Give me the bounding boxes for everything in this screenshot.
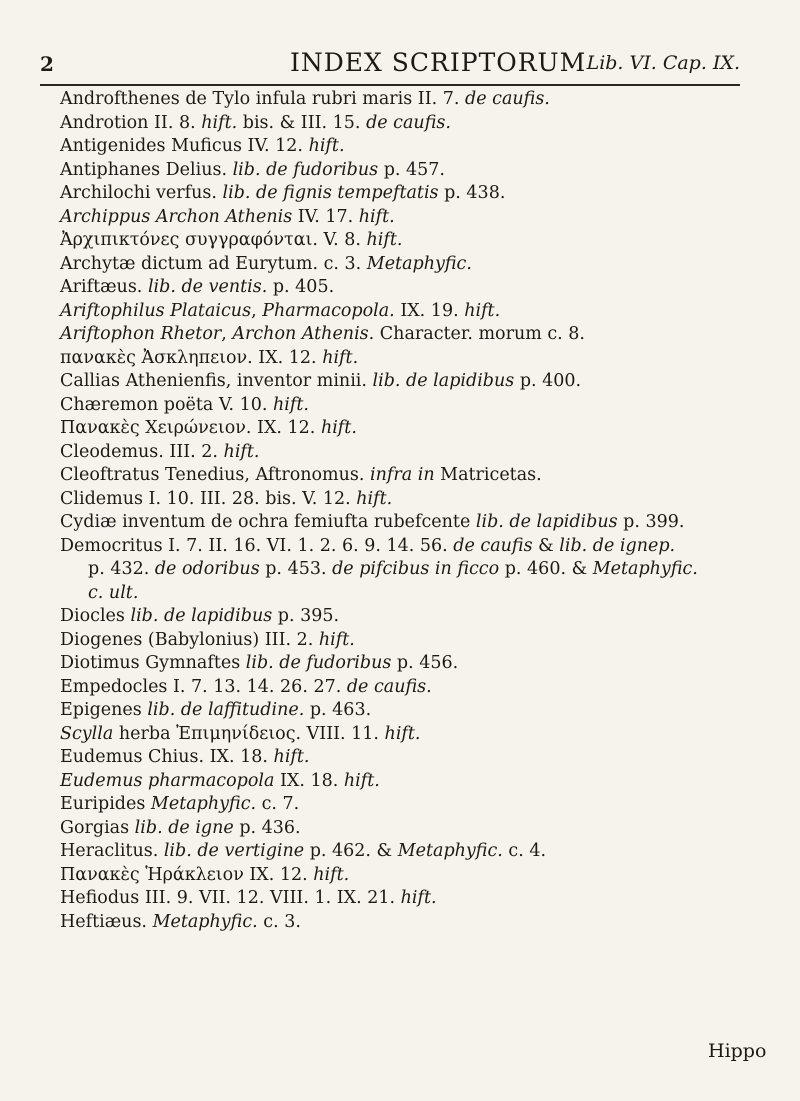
index-entry xyxy=(60,441,750,465)
entry-italic-text: hift. xyxy=(273,747,310,767)
entry-text: , xyxy=(251,300,263,321)
index-entry xyxy=(60,323,750,347)
entry-text: Empedocles I. 7. 13. 14. 26. 27. xyxy=(60,676,347,697)
entry-italic-text: lib. de ventis. xyxy=(147,277,268,297)
entry-text: p. 395. xyxy=(272,606,340,626)
running-header xyxy=(40,48,740,82)
index-entry xyxy=(60,582,750,606)
entry-text: πανακὲς Ἀσκληπειον. IX. 12. xyxy=(60,347,323,368)
catchword: Hippo xyxy=(708,1040,767,1062)
entry-text: Gorgias xyxy=(60,817,135,838)
entry-text: Clidemus I. 10. III. 28. bis. V. 12. xyxy=(60,488,357,509)
page-title: INDEX SCRIPTORUM xyxy=(290,48,587,77)
index-entry xyxy=(60,770,750,794)
entry-italic-text: Metaphyfic. xyxy=(366,253,472,274)
entry-italic-text: de caufis. xyxy=(465,89,550,109)
entry-text: c. 7. xyxy=(256,794,300,814)
entry-text: herba Ἐπιμηνίδειος. VIII. 11. xyxy=(113,723,385,744)
entry-italic-text: hift. xyxy=(313,864,350,885)
entry-italic-text: de caufis xyxy=(453,535,533,556)
index-entry xyxy=(60,347,750,371)
entry-text: Cleoftratus Tenedius, Aftronomus. xyxy=(60,465,371,485)
entry-text: Androfthenes de Tylo infula rubri maris II. 7. xyxy=(60,89,466,109)
index-entry xyxy=(60,182,750,206)
entry-italic-text: Ariftophilus Plataicus xyxy=(60,300,252,321)
index-entry xyxy=(60,206,750,230)
index-entry xyxy=(60,558,750,582)
entry-text: IX. 19. xyxy=(394,300,465,321)
entry-text: p. 462. & xyxy=(304,841,398,861)
index-entries xyxy=(60,88,750,934)
entry-text: c. 4. xyxy=(502,841,547,861)
index-entry xyxy=(60,887,750,911)
entry-italic-text: Archon Athenis. xyxy=(232,324,375,344)
chapter-reference: Lib. VI. Cap. IX. xyxy=(586,52,740,74)
index-entry xyxy=(60,159,750,183)
index-entry xyxy=(60,88,750,112)
entry-text: Eudemus Chius. IX. 18. xyxy=(60,747,274,767)
index-entry xyxy=(60,394,750,418)
entry-text: Πανακὲς Χειρώνειον. IX. 12. xyxy=(60,418,321,438)
entry-italic-text: Scylla xyxy=(60,723,114,744)
entry-text: Πανακὲς Ἡράκλειον IX. 12. xyxy=(60,864,314,885)
entry-text: p. 432. xyxy=(88,559,155,579)
index-entry xyxy=(60,911,750,935)
entry-italic-text: hift. xyxy=(464,300,501,321)
entry-text: Diotimus Gymnaftes xyxy=(60,653,246,673)
entry-text: bis. & III. 15. xyxy=(237,112,367,133)
entry-text: p. 436. xyxy=(233,817,301,838)
entry-italic-text: Metaphyfic. xyxy=(397,841,503,861)
entry-text: Heraclitus. xyxy=(60,841,164,861)
index-entry xyxy=(60,300,750,324)
entry-italic-text: hift. xyxy=(318,629,355,650)
entry-text: Hefiodus III. 9. VII. 12. VIII. 1. IX. 21. xyxy=(60,888,401,908)
index-entry xyxy=(60,229,750,253)
index-entry xyxy=(60,699,750,723)
entry-text: Archilochi verfus. xyxy=(60,183,223,203)
entry-italic-text: infra in xyxy=(370,465,435,485)
entry-text: Diogenes (Babylonius) III. 2. xyxy=(60,629,319,650)
entry-text: IV. 17. xyxy=(292,206,359,227)
entry-italic-text: lib. de fudoribus xyxy=(245,653,392,673)
index-entry xyxy=(60,605,750,629)
entry-italic-text: de caufis. xyxy=(346,676,432,697)
entry-italic-text: Eudemus pharmacopola xyxy=(60,770,275,791)
entry-text: c. 3. xyxy=(257,911,301,932)
entry-text: , xyxy=(221,324,233,344)
entry-italic-text: Metaphyfic. xyxy=(152,911,258,932)
entry-text: Callias Athenienfis, inventor minii. xyxy=(60,371,373,391)
entry-italic-text: lib. de lapidibus xyxy=(372,371,515,391)
entry-text: Ἀρχιπικτόνες συγγραφόνται. V. 8. xyxy=(60,230,367,250)
entry-text: & xyxy=(532,535,560,556)
entry-text: p. 463. xyxy=(304,700,372,720)
index-entry xyxy=(60,417,750,441)
index-entry xyxy=(60,370,750,394)
index-entry xyxy=(60,464,750,488)
entry-text: Ariftæus. xyxy=(60,277,148,297)
entry-text: Archytæ dictum ad Eurytum. c. 3. xyxy=(60,253,367,274)
entry-italic-text: lib. de lapidibus xyxy=(475,512,618,532)
entry-italic-text: Ariftophon Rhetor xyxy=(60,324,222,344)
entry-text: Heftiæus. xyxy=(60,911,153,932)
index-entry xyxy=(60,488,750,512)
entry-italic-text: hift. xyxy=(322,347,359,368)
entry-text: Epigenes xyxy=(60,700,148,720)
entry-text: Chæremon poëta V. 10. xyxy=(60,394,274,415)
entry-italic-text: c. ult. xyxy=(88,582,139,603)
entry-italic-text: hift. xyxy=(356,488,393,509)
entry-text: p. 399. xyxy=(617,512,685,532)
entry-italic-text: Metaphyfic. xyxy=(150,794,257,814)
entry-italic-text: de odoribus xyxy=(154,559,260,579)
entry-text: Antiphanes Delius. xyxy=(60,159,233,180)
entry-italic-text: hift. xyxy=(320,418,357,438)
entry-text: Diocles xyxy=(60,606,131,626)
entry-text: Matricetas. xyxy=(434,465,542,485)
index-entry xyxy=(60,793,750,817)
entry-italic-text: hift. xyxy=(201,112,238,133)
index-entry xyxy=(60,676,750,700)
entry-italic-text: de pifcibus in ficco xyxy=(332,559,500,579)
index-entry xyxy=(60,652,750,676)
index-entry xyxy=(60,864,750,888)
entry-text: p. 405. xyxy=(267,277,335,297)
entry-text: Character. morum c. 8. xyxy=(374,324,585,344)
entry-italic-text: Archippus Archon Athenis xyxy=(60,206,293,227)
entry-italic-text: lib. de lapidibus xyxy=(130,606,273,626)
entry-text: Cydiæ inventum de ochra femiufta rubefcente xyxy=(60,512,476,532)
entry-text: Cleodemus. III. 2. xyxy=(60,441,224,462)
entry-text: Euripides xyxy=(60,794,151,814)
entry-text: IX. 18. xyxy=(274,770,344,791)
entry-text: p. 453. xyxy=(259,559,333,579)
index-entry xyxy=(60,817,750,841)
entry-text: p. 457. xyxy=(378,159,445,180)
index-entry xyxy=(60,253,750,277)
index-entry xyxy=(60,746,750,770)
index-entry xyxy=(60,135,750,159)
entry-italic-text: lib. de laffitudine. xyxy=(147,700,305,720)
index-entry xyxy=(60,723,750,747)
entry-italic-text: lib. de fudoribus xyxy=(232,159,379,180)
entry-italic-text: Metaphyfic. xyxy=(592,559,698,579)
index-entry xyxy=(60,276,750,300)
entry-italic-text: hift. xyxy=(343,770,380,791)
entry-text: p. 400. xyxy=(514,371,582,391)
entry-italic-text: lib. de vertigine xyxy=(163,841,305,861)
entry-italic-text: hift. xyxy=(358,206,395,227)
entry-italic-text: Pharmacopola. xyxy=(262,300,395,321)
entry-italic-text: lib. de igne xyxy=(134,817,234,838)
index-entry xyxy=(60,840,750,864)
entry-italic-text: lib. de ignep. xyxy=(559,535,676,556)
header-rule xyxy=(40,84,740,86)
index-entry xyxy=(60,511,750,535)
entry-text: Antigenides Muficus IV. 12. xyxy=(60,136,309,156)
entry-text: p. 438. xyxy=(438,183,506,203)
page-number: 2 xyxy=(40,52,54,76)
entry-text: p. 460. & xyxy=(499,559,593,579)
entry-italic-text: hift. xyxy=(308,136,345,156)
entry-italic-text: lib. de fignis tempeftatis xyxy=(222,183,439,203)
entry-text: Democritus I. 7. II. 16. VI. 1. 2. 6. 9. 14. 56. xyxy=(60,535,454,556)
entry-italic-text: hift. xyxy=(223,441,260,462)
entry-text: p. 456. xyxy=(391,653,459,673)
entry-italic-text: de caufis. xyxy=(366,112,451,133)
index-entry xyxy=(60,535,750,559)
index-entry xyxy=(60,112,750,136)
entry-italic-text: hift. xyxy=(384,723,421,744)
entry-text: Androtion II. 8. xyxy=(60,112,202,133)
index-entry xyxy=(60,629,750,653)
entry-italic-text: hift. xyxy=(400,888,437,908)
entry-italic-text: hift. xyxy=(366,230,403,250)
entry-italic-text: hift. xyxy=(273,394,309,415)
